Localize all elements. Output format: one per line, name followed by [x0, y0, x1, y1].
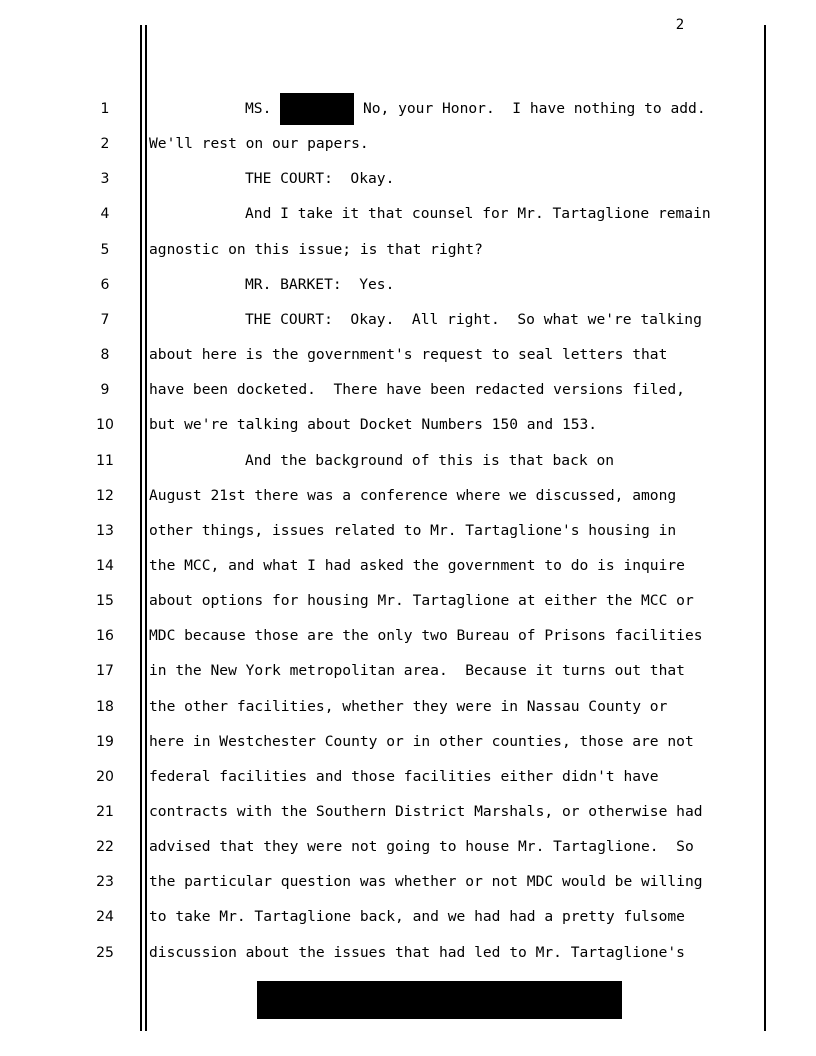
- transcript-line: [0, 444, 816, 479]
- line-text: contracts with the Southern District Marshals, or otherwise had: [149, 803, 703, 820]
- line-text: here in Westchester County or in other counties, those are not: [149, 732, 694, 750]
- line-text: about here is the government's request to seal letters that: [149, 346, 668, 364]
- line-number: 11: [96, 452, 114, 469]
- speaker-prefix: MS.: [245, 100, 281, 117]
- transcript-line: [0, 654, 816, 689]
- line-number: 21: [96, 804, 114, 820]
- line-number: 18: [96, 698, 114, 715]
- transcript-line: [0, 197, 816, 232]
- line-number: 10: [96, 417, 114, 434]
- line-text: discussion about the issues that had led to Mr. Tartaglione's: [149, 943, 685, 961]
- transcript-line: [0, 795, 816, 830]
- line-text: the MCC, and what I had asked the government to do is inquire: [149, 556, 685, 574]
- transcript-line: [0, 584, 816, 619]
- line-text: MR. BARKET: Yes.: [245, 275, 395, 293]
- line-text: agnostic on this issue; is that right?: [149, 240, 483, 258]
- transcript-line: [0, 338, 816, 373]
- line-text: [245, 100, 706, 117]
- line-number: 1: [100, 101, 110, 117]
- transcript-line: [0, 725, 816, 760]
- transcript-line: [0, 479, 816, 514]
- line-text: And the background of this is that back on: [245, 451, 615, 469]
- line-number: 3: [100, 171, 110, 188]
- line-number: 6: [100, 276, 110, 293]
- line-number: 25: [96, 944, 114, 961]
- transcript-line: [0, 373, 816, 408]
- line-text: have been docketed. There have been redacted versions filed,: [149, 381, 685, 399]
- transcript-line: [0, 162, 816, 197]
- redaction-block: [280, 93, 354, 125]
- line-text: MDC because those are the only two Bureau of Prisons facilities: [149, 627, 703, 645]
- line-text: other things, issues related to Mr. Tartaglione's housing in: [149, 521, 677, 539]
- transcript-line: [0, 549, 816, 584]
- line-text: THE COURT: Okay. All right. So what we're talking: [245, 310, 702, 328]
- line-text: And I take it that counsel for Mr. Tartaglione remain: [245, 205, 711, 223]
- line-number: 8: [100, 347, 110, 364]
- line-text: federal facilities and those facilities either didn't have: [149, 767, 659, 785]
- transcript-line: [0, 303, 816, 338]
- line-text: advised that they were not going to house Mr. Tartaglione. So: [149, 838, 694, 856]
- line-text: THE COURT: Okay.: [245, 170, 395, 188]
- line-text: about options for housing Mr. Tartaglione at either the MCC or: [149, 592, 694, 610]
- line-text: August 21st there was a conference where we discussed, among: [149, 486, 677, 504]
- line-text-rest: No, your Honor. I have nothing to add.: [354, 100, 706, 117]
- line-text: the particular question was whether or not MDC would be willing: [149, 873, 703, 891]
- transcript-line: [0, 268, 816, 303]
- line-number: 9: [100, 382, 110, 399]
- line-number: 22: [96, 839, 114, 856]
- line-text: the other facilities, whether they were in Nassau County or: [149, 697, 668, 715]
- transcript-line: [0, 619, 816, 654]
- transcript-line: [0, 514, 816, 549]
- transcript-line: [0, 936, 816, 971]
- line-number: 13: [96, 522, 114, 539]
- line-text: but we're talking about Docket Numbers 150 and 153.: [149, 416, 598, 434]
- page-number: 2: [675, 17, 685, 33]
- transcript-line: [0, 233, 816, 268]
- line-number: 23: [96, 874, 114, 891]
- line-number: 17: [96, 663, 114, 680]
- line-number: 20: [96, 768, 114, 785]
- line-number: 7: [100, 311, 110, 328]
- line-number: 4: [100, 206, 110, 223]
- line-text: to take Mr. Tartaglione back, and we had had a pretty fulsome: [149, 908, 685, 926]
- line-number: 5: [100, 241, 110, 258]
- line-number: 12: [96, 487, 114, 504]
- transcript-line: [0, 690, 816, 725]
- line-number: 14: [96, 557, 114, 574]
- line-number: 16: [96, 628, 114, 645]
- transcript-line: [0, 92, 816, 127]
- transcript-line: [0, 127, 816, 162]
- transcript-line: [0, 900, 816, 935]
- line-number: 19: [96, 733, 114, 750]
- redaction-footer-block: [257, 981, 622, 1019]
- line-number: 15: [96, 593, 114, 610]
- transcript-line: [0, 408, 816, 443]
- line-number: 24: [96, 909, 114, 926]
- line-number: 2: [100, 136, 110, 153]
- line-text: We'll rest on our papers.: [149, 135, 369, 153]
- transcript-line: [0, 830, 816, 865]
- transcript-line: [0, 760, 816, 795]
- line-text: in the New York metropolitan area. Because it turns out that: [149, 662, 685, 680]
- transcript-line: [0, 865, 816, 900]
